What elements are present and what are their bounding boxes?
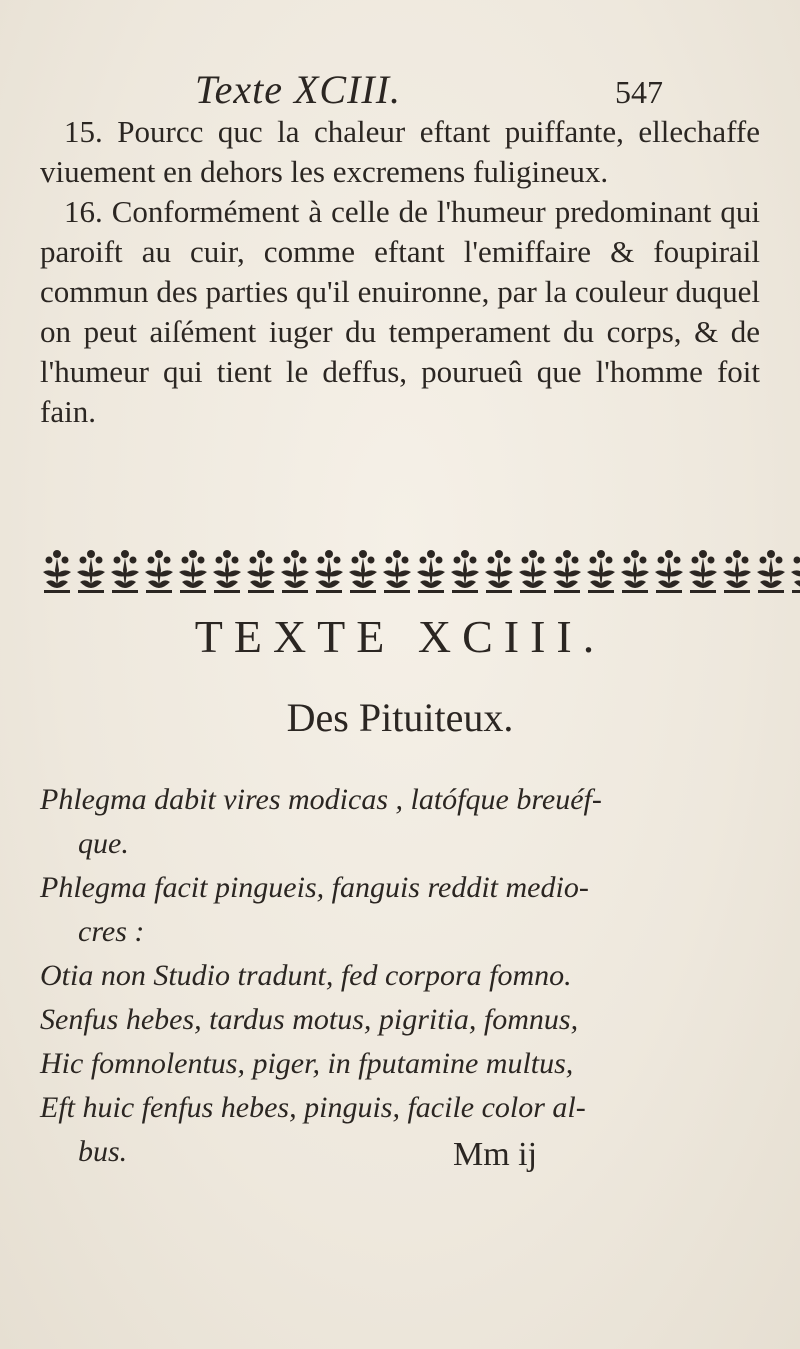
fleuron-icon [686, 548, 720, 598]
fleuron-icon [516, 548, 550, 598]
fleuron-icon [176, 548, 210, 598]
verse-line: Eft huic fenfus hebes, pinguis, facile color al- [40, 1091, 586, 1124]
fleuron-icon [482, 548, 516, 598]
fleuron-icon [788, 548, 800, 598]
verse-line: cres : [78, 915, 145, 948]
fleuron-icon [108, 548, 142, 598]
text-line: aiſément iuger du temperament du corps, & [149, 314, 719, 349]
fleuron-icon [312, 548, 346, 598]
verse-line: Otia non Studio tradunt, fed corpora fomno. [40, 959, 572, 992]
verse-line: Senfus hebes, tardus motus, pigritia, fomnus, [40, 1003, 579, 1036]
fleuron-icon [380, 548, 414, 598]
fleuron-icon [278, 548, 312, 598]
verse-line: bus. [78, 1135, 128, 1168]
section-subtitle: Des Pituiteux. [286, 695, 514, 740]
fleuron-icon [244, 548, 278, 598]
text-line: l'homme foit fain. [40, 354, 761, 429]
fleuron-icon [550, 548, 584, 598]
text-line: de l'humeur qui tient le deffus, pourueû que [40, 314, 761, 389]
verse-line: Phlegma facit pingueis, fanguis reddit medio- [40, 871, 589, 904]
fleuron-icon [448, 548, 482, 598]
text-line: 15. Pourcc quc la chaleur eftant puiffante, [64, 114, 624, 149]
text-line: predominant qui paroift au cuir, comme eftant [40, 194, 760, 269]
fleuron-icon [414, 548, 448, 598]
page-number: 547 [615, 74, 663, 110]
text-line: ellechaffe viuement en dehors les excremens [40, 114, 761, 189]
verse-line: Hic fomnolentus, piger, in fputamine multus, [40, 1047, 574, 1080]
section-title: TEXTE XCIII. [194, 611, 606, 662]
fleuron-icon [210, 548, 244, 598]
fleuron-icon [618, 548, 652, 598]
text-line: fuligineux. [473, 154, 609, 189]
fleuron-icon [584, 548, 618, 598]
signature-mark: Mm ij [453, 1136, 538, 1173]
fleuron-icon [652, 548, 686, 598]
fleuron-icon [754, 548, 788, 598]
fleuron-band [40, 548, 765, 598]
verse-line: Phlegma dabit vires modicas , latófque breuéf- [40, 783, 602, 816]
body-text [40, 112, 760, 432]
fleuron-icon [40, 548, 74, 598]
fleuron-icon [74, 548, 108, 598]
text-line: 16. Conformément à celle de l'humeur [64, 194, 546, 229]
running-title: Texte XCIII. [195, 67, 402, 112]
text-line: qu'il enuironne, par la couleur duquel on peut [40, 274, 760, 349]
paragraph-16 [40, 192, 760, 432]
fleuron-icon [142, 548, 176, 598]
paragraph-15 [40, 112, 760, 192]
text-line: l'emiffaire & foupirail commun des parties [40, 234, 761, 309]
fleuron-icon [720, 548, 754, 598]
latin-verse [40, 778, 780, 1174]
fleuron-icon [346, 548, 380, 598]
verse-line: que. [78, 827, 129, 860]
